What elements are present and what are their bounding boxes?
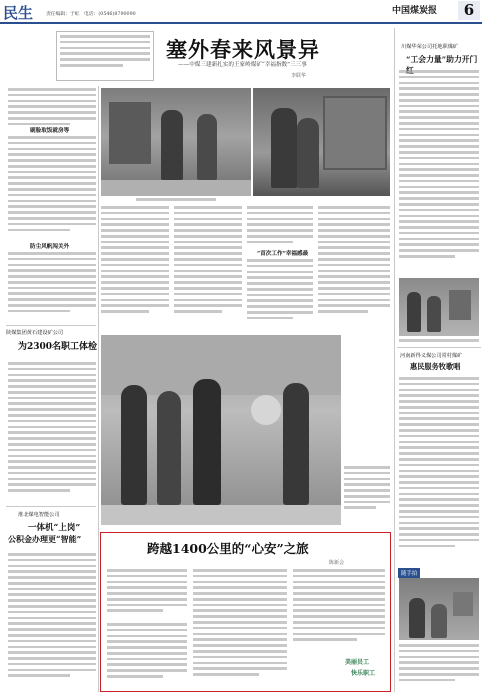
bottom-feature-title: 跨越1400公里的“心安”之旅: [147, 541, 309, 556]
mid-col-text-4: [247, 259, 313, 327]
mid-col-text-5: [318, 206, 390, 328]
right-col-text-1: [399, 70, 479, 276]
left-head-6: 一体机“上岗”: [28, 523, 81, 533]
phone-line: 电话：(0546)8790090: [84, 12, 136, 17]
left-col-text-4: [8, 362, 96, 504]
mid-head-1: “首次工作”幸福感最: [257, 251, 309, 257]
bottom-feature-byline: 陈新会: [329, 560, 345, 566]
right-head-4: 惠民服务牧歌唱: [410, 362, 461, 371]
left-col-text-5: [8, 553, 96, 691]
bottom-stamp: [341, 655, 385, 687]
left-col-text-2: [8, 136, 96, 242]
bottom-col-1: [107, 623, 187, 687]
feature-photo-side: [253, 88, 390, 196]
page-number: 6: [458, 1, 480, 20]
right-head-3: 河南新得义煤公司常村煤矿: [400, 353, 463, 359]
corner-tag: 随手拍: [398, 568, 420, 578]
left-head-4: 为2300名职工体检: [18, 342, 98, 352]
right-photo-caption-2: [399, 644, 479, 690]
intro-box: [56, 31, 154, 81]
right-head-1: 川煤华荣公司托地职煤矿: [401, 44, 459, 50]
section-title: 民生: [3, 4, 34, 22]
bottom-feature-box: [100, 532, 391, 692]
left-head-1: 刷脸取饭就房等: [30, 128, 70, 134]
feature-byline: 李联华: [291, 73, 307, 79]
bottom-col-2: [193, 569, 287, 687]
stamp-line-1: 美丽员工: [345, 659, 370, 666]
group-photo-caption: [344, 466, 390, 526]
left-head-2: 防尘风帆闯关外: [30, 244, 70, 250]
mid-col-text-1: [101, 206, 169, 326]
feature-photo-main: [101, 88, 251, 196]
stamp-line-2: 快乐职工: [351, 670, 376, 677]
left-head-3: 陕煤集团黄石建设矿公司: [6, 330, 64, 336]
feature-photo-group: [101, 335, 341, 525]
editor-line: 责任编辑：于虹: [46, 12, 80, 17]
left-head-5: 淮北煤电智能公司: [18, 512, 60, 518]
mid-col-text-2: [174, 206, 242, 326]
right-head-2: “工会力量”助力开门: [406, 55, 478, 64]
masthead: [0, 0, 482, 24]
photo-caption-1: [136, 198, 216, 204]
right-photo-2: [399, 578, 479, 640]
feature-title: 塞外春来风景异: [166, 37, 320, 62]
mid-col-text-3: [247, 206, 313, 248]
left-col-text-3: [8, 252, 96, 320]
right-photo-1: [399, 278, 479, 336]
bottom-col-3: [293, 569, 385, 653]
paper-name: 中国煤炭报: [392, 6, 438, 16]
left-head-7: 公积金办理更“智能”: [8, 534, 82, 544]
right-col-text-2: [399, 377, 479, 563]
right-photo-caption-1: [399, 339, 479, 345]
bottom-lead-text: [107, 569, 187, 619]
feature-subtitle: ——中煤三建新扎实的王家岭煤矿“幸福指数”三三事: [178, 62, 307, 68]
